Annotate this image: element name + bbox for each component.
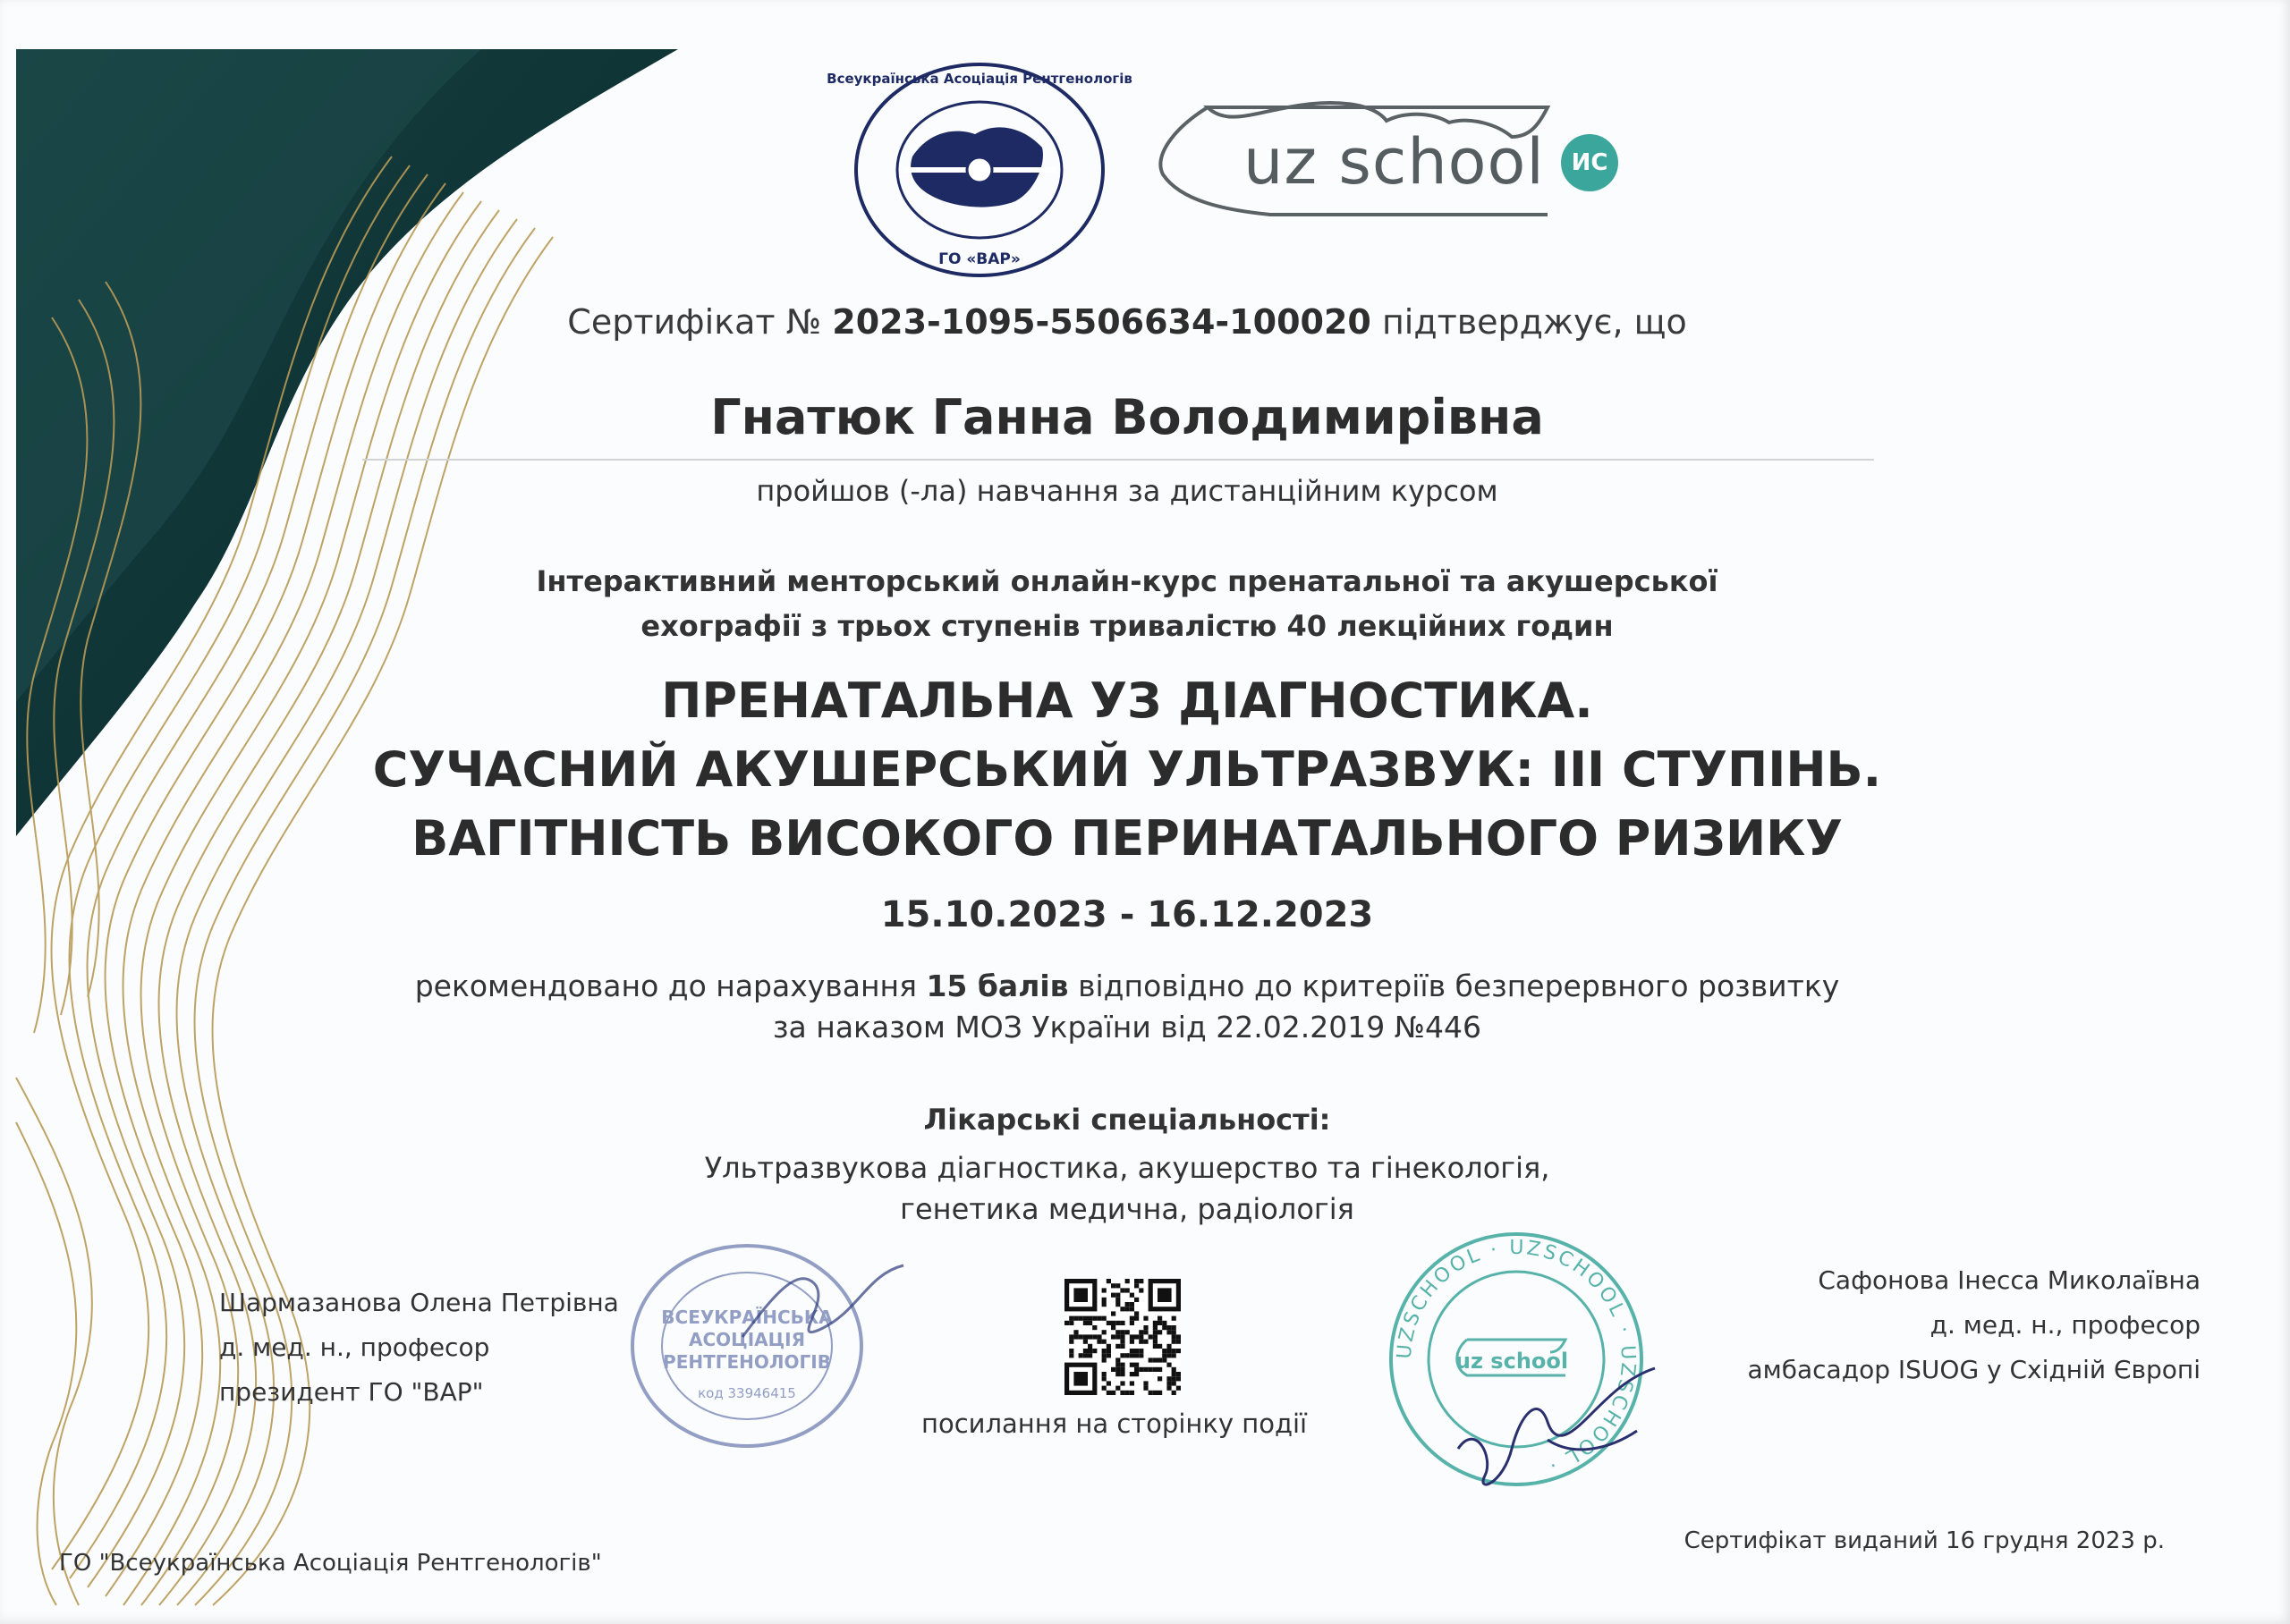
- issue-date: Сертифікат виданий 16 грудня 2023 р.: [1684, 1527, 2165, 1554]
- certificate-number-line: [268, 302, 1986, 342]
- svg-text:Всеукраїнська Асоціація Рентге: Всеукраїнська Асоціація Рентгенологів: [827, 71, 1132, 87]
- certificate-suffix: підтверджує, що: [1381, 302, 1687, 342]
- points-before: рекомендовано до нарахування: [414, 968, 917, 1003]
- course-description-line: Інтерактивний менторський онлайн-курс пренатальної та акушерської: [536, 564, 1718, 598]
- uz-school-badge: ИС: [1561, 134, 1618, 191]
- name-underline: [362, 459, 1874, 461]
- course-title-line: ПРЕНАТАЛЬНА УЗ ДІАГНОСТИКА.: [661, 672, 1593, 729]
- points-line-2: за наказом МОЗ України від 22.02.2019 №446: [773, 1010, 1481, 1045]
- certificate-prefix: Сертифікат №: [567, 302, 822, 342]
- course-description-line: ехографії з трьох ступенів тривалістю 40 лекційних годин: [640, 609, 1614, 643]
- course-dates: 15.10.2023 - 16.12.2023: [880, 894, 1374, 935]
- var-association-logo: [827, 58, 1132, 282]
- signatory-left-role: президент ГО "ВАР": [219, 1377, 484, 1407]
- uz-school-wordmark: uz school: [1243, 125, 1545, 199]
- signatory-right-name: Сафонова Інесса Миколаївна: [1818, 1265, 2201, 1295]
- points-line-1: [268, 966, 1986, 1007]
- uz-school-logo: [1154, 85, 1637, 219]
- specialties-heading: Лікарські спеціальності:: [923, 1103, 1331, 1137]
- organization-footer: ГО "Всеукраїнська Асоціація Рентгенологів": [59, 1550, 602, 1577]
- course-title: [268, 666, 1986, 873]
- specialties-line: Ультразвукова діагностика, акушерство та гінекологія,: [704, 1151, 1550, 1185]
- course-description: [268, 559, 1986, 648]
- stamp-left-line3: РЕНТГЕНОЛОГІВ: [663, 1351, 831, 1373]
- points-value: 15 балів: [926, 968, 1069, 1003]
- svg-text:ГО «ВАР»: ГО «ВАР»: [938, 250, 1021, 268]
- stamp-left-line1: ВСЕУКРАЇНСЬКА: [661, 1307, 833, 1328]
- signature-left: [734, 1248, 912, 1364]
- signatory-left-name: Шармазанова Олена Петрівна: [219, 1288, 619, 1317]
- stamp-left-code: код 33946415: [698, 1385, 796, 1401]
- recipient-name: Гнатюк Ганна Володимирівна: [710, 389, 1544, 445]
- qr-code: [1064, 1279, 1181, 1395]
- stamp-right-center-word: uz school: [1455, 1349, 1569, 1374]
- signatory-right-degree: д. мед. н., професор: [1930, 1310, 2201, 1340]
- course-title-line: ВАГІТНІСТЬ ВИСОКОГО ПЕРИНАТАЛЬНОГО РИЗИКУ: [411, 810, 1843, 867]
- certificate-number: 2023-1095-5506634-100020: [832, 302, 1371, 342]
- course-title-line: СУЧАСНИЙ АКУШЕРСЬКИЙ УЛЬТРАЗВУК: ІІІ СТУПІНЬ.: [372, 741, 1882, 798]
- signatory-left-degree: д. мед. н., професор: [219, 1332, 490, 1362]
- signatory-right: [1747, 1258, 2201, 1392]
- signatory-right-role: амбасадор ISUOG у Східній Європі: [1747, 1355, 2201, 1384]
- qr-caption: посилання на сторінку події: [921, 1408, 1308, 1439]
- specialties-line: генетика медична, радіологія: [900, 1192, 1354, 1226]
- signature-right: [1440, 1341, 1682, 1502]
- stamp-left-line2: АСОЦІАЦІЯ: [688, 1329, 806, 1350]
- passed-course-text: пройшов (-ла) навчання за дистанційним курсом: [756, 474, 1498, 508]
- stamp-right-ring-text: UZSCHOOL · UZSCHOOL · UZSCHOOL ·: [1393, 1236, 1640, 1477]
- points-statement: [268, 966, 1986, 1048]
- signatory-left: [219, 1281, 619, 1415]
- points-after: відповідно до критеріїв безперервного розвитку: [1078, 968, 1840, 1003]
- specialties-list: [268, 1147, 1986, 1230]
